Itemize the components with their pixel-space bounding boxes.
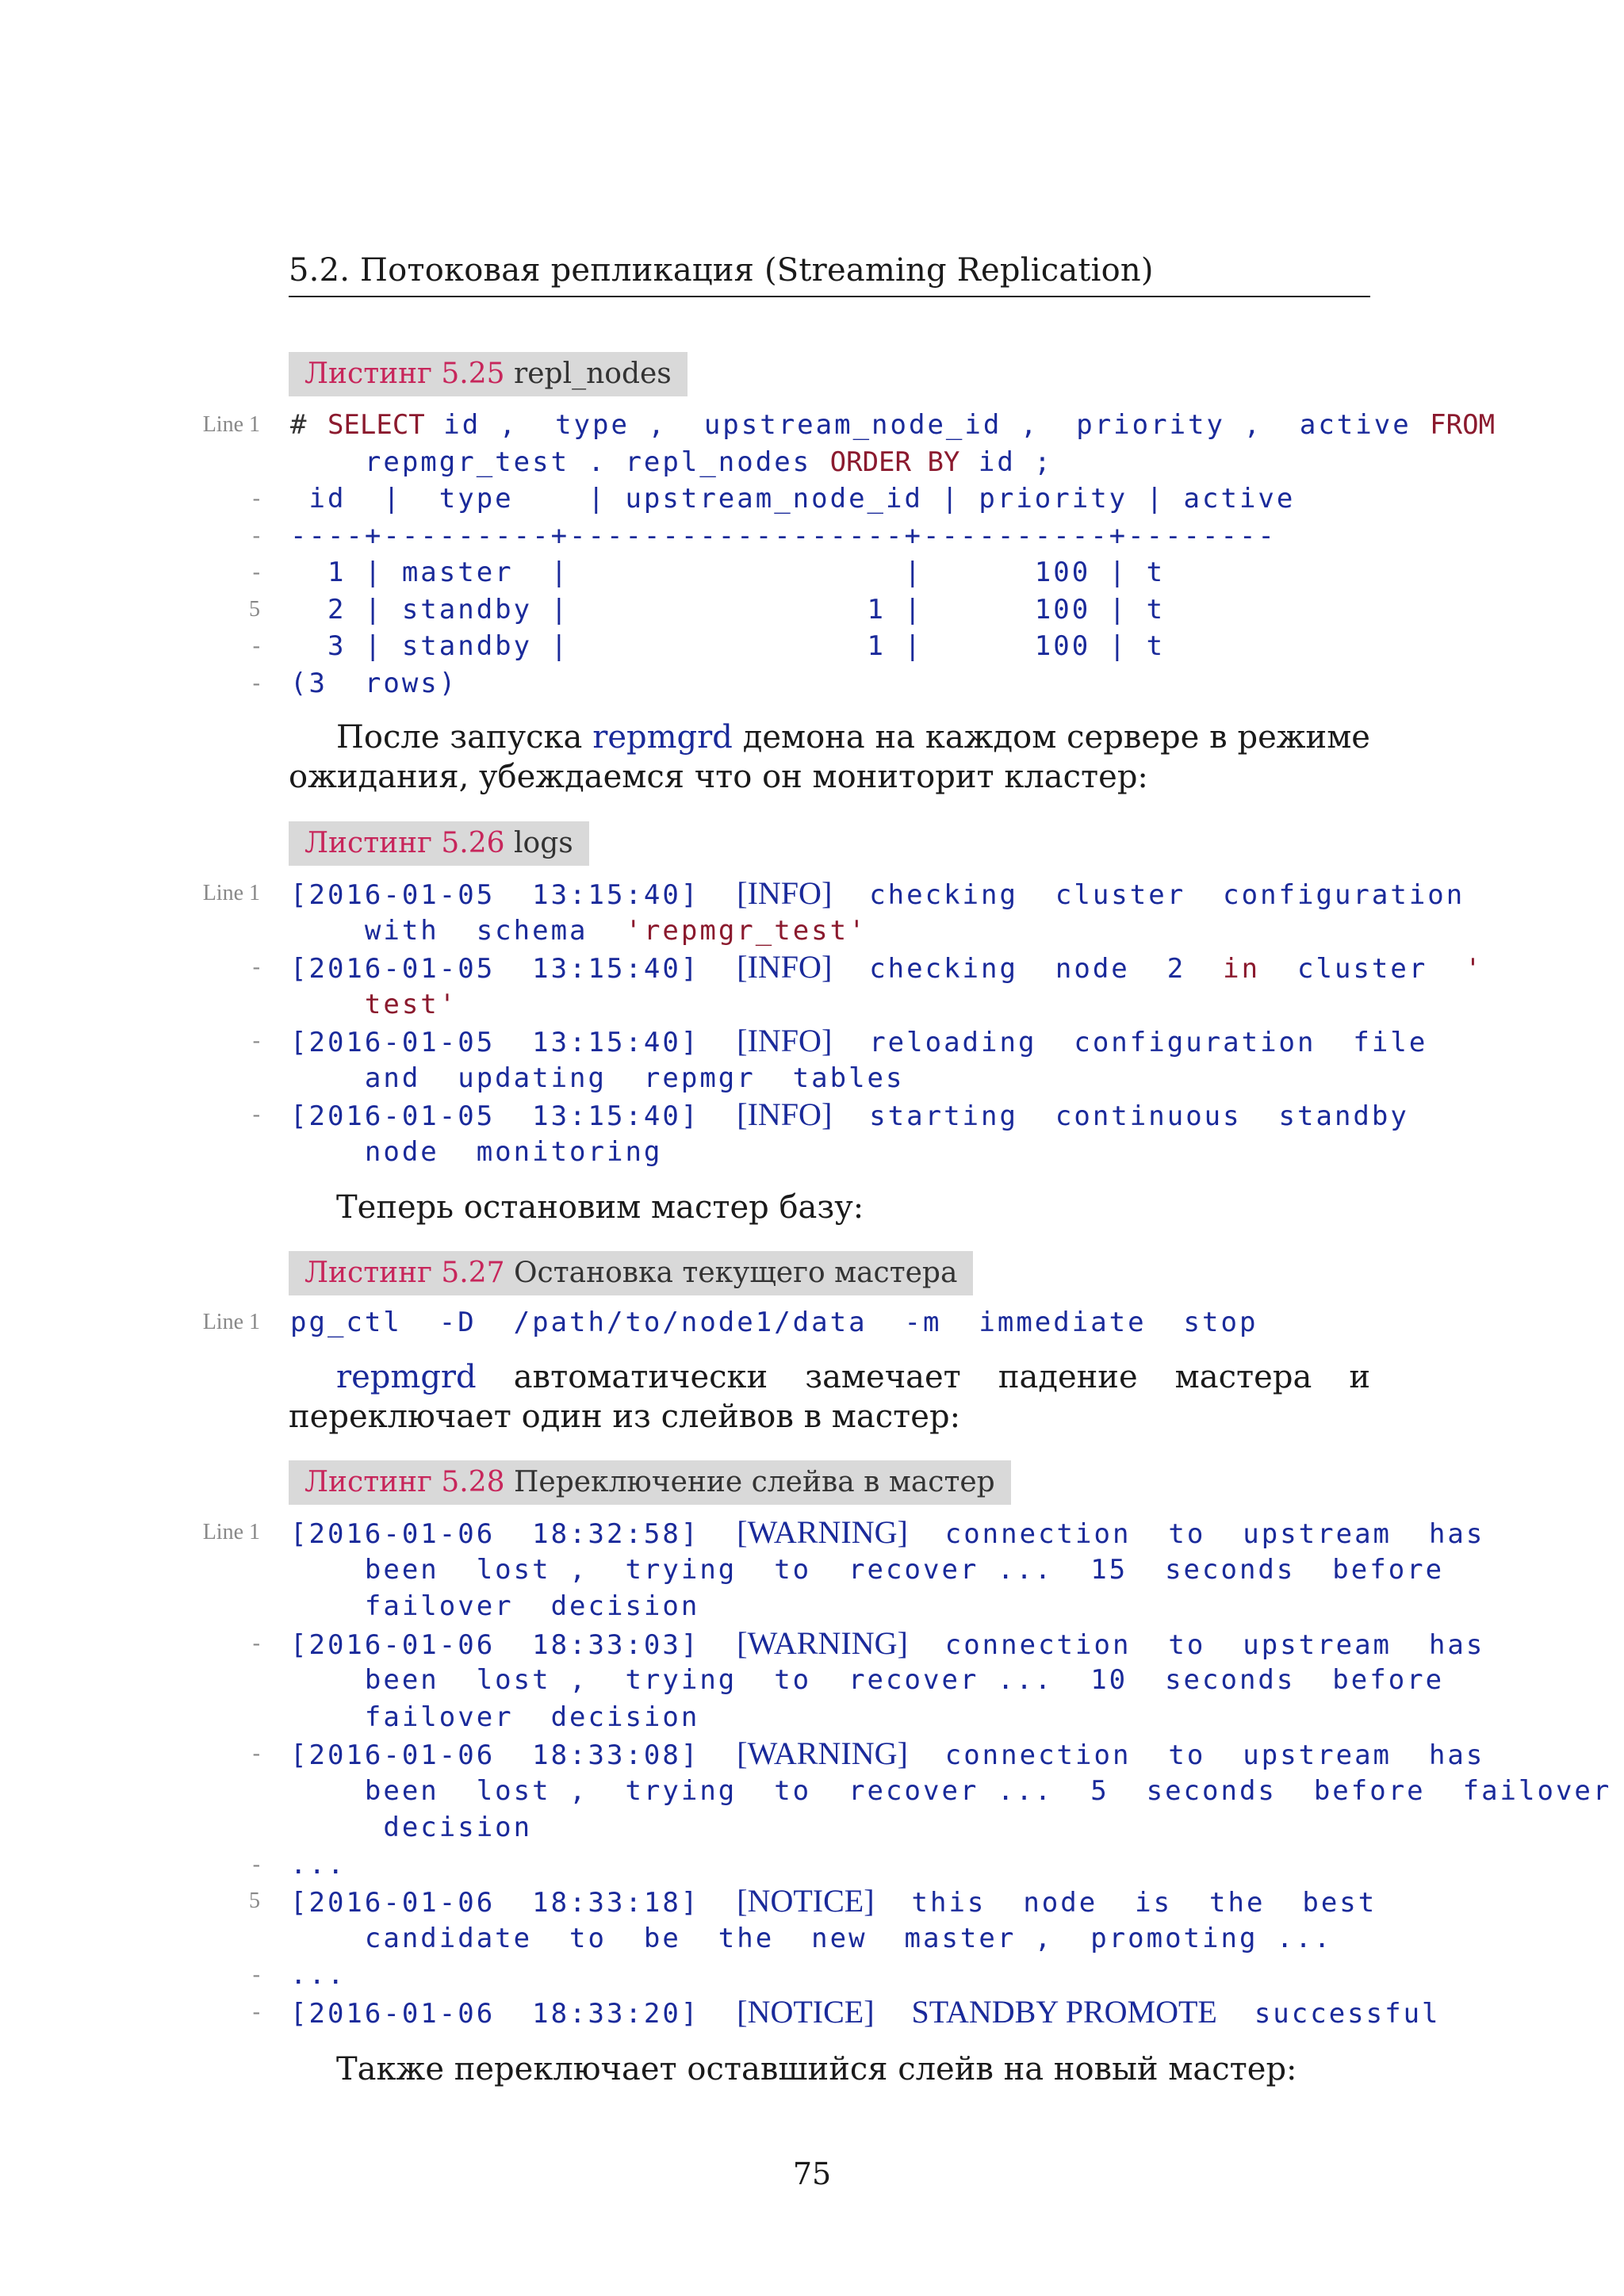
code-text bbox=[290, 554, 1165, 591]
code-text bbox=[290, 1304, 1258, 1341]
code-token: in bbox=[1223, 953, 1261, 985]
code-line bbox=[0, 1994, 1624, 2031]
listing-label: Листинг 5.27 bbox=[304, 1257, 505, 1289]
code-text bbox=[290, 875, 1465, 914]
command-name: repmgrd bbox=[336, 1359, 477, 1395]
code-text bbox=[290, 949, 1484, 988]
code-text bbox=[290, 1096, 1409, 1135]
code-text bbox=[290, 444, 1053, 481]
listing-title: logs bbox=[514, 827, 573, 859]
code-text bbox=[290, 1662, 1444, 1699]
line-number: Line 1 bbox=[202, 881, 260, 905]
paragraph: После запуска repmgrd демона на каждом сервере в режиме ожидания, убеждаемся что он мониторит кластер: bbox=[289, 719, 1370, 795]
code-token: this node is the best bbox=[874, 1887, 1377, 1919]
code-listing bbox=[0, 1514, 1624, 2030]
code-token: connection to upstream has bbox=[907, 1739, 1485, 1771]
code-token: checking node 2 bbox=[832, 953, 1224, 985]
code-line bbox=[0, 1920, 1624, 1957]
line-number: - bbox=[252, 1102, 260, 1127]
code-token: [2016-01-05 13:15:40] bbox=[290, 879, 737, 911]
code-token: reloading configuration file bbox=[832, 1027, 1428, 1058]
code-token: 'repmgr_test' bbox=[625, 914, 868, 947]
code-token: ----+---------+------------------+----------+-------- bbox=[290, 519, 1277, 552]
line-number: - bbox=[252, 1741, 260, 1766]
code-token: decision bbox=[290, 1812, 533, 1843]
code-line bbox=[0, 1625, 1624, 1663]
code-text bbox=[290, 913, 868, 950]
code-token: id , type , upstream_node_id , priority , active bbox=[424, 409, 1431, 441]
line-number: - bbox=[252, 633, 260, 658]
listing-label: Листинг 5.26 bbox=[304, 827, 505, 859]
code-token: repmgr_test . repl_nodes bbox=[290, 446, 830, 478]
code-token: [NOTICE] bbox=[737, 1993, 875, 2030]
code-token bbox=[875, 1998, 912, 2030]
code-token: [2016-01-06 18:33:20] bbox=[290, 1997, 737, 2030]
line-number: - bbox=[252, 560, 260, 584]
code-token: [2016-01-05 13:15:40] bbox=[290, 1027, 737, 1058]
code-token: ORDER BY bbox=[829, 446, 960, 478]
code-token: [INFO] bbox=[737, 1023, 833, 1058]
code-line bbox=[0, 1552, 1624, 1589]
code-token: FROM bbox=[1430, 409, 1496, 441]
code-token: node monitoring bbox=[290, 1135, 663, 1168]
code-text bbox=[290, 1588, 699, 1625]
line-number: Line 1 bbox=[202, 1310, 260, 1334]
code-line bbox=[0, 875, 1624, 913]
code-token: checking cluster configuration bbox=[832, 879, 1465, 911]
code-token: ' bbox=[1465, 953, 1484, 985]
code-token: (3 rows) bbox=[290, 667, 458, 699]
code-text bbox=[290, 407, 1495, 444]
code-text bbox=[290, 1134, 662, 1171]
line-number: - bbox=[252, 1962, 260, 1987]
code-token: connection to upstream has bbox=[907, 1518, 1485, 1550]
code-token: [2016-01-05 13:15:40] bbox=[290, 1100, 737, 1132]
code-token: 3 | standby | 1 | 100 | t bbox=[290, 630, 1166, 662]
code-text bbox=[290, 518, 1277, 555]
line-number: - bbox=[252, 955, 260, 979]
code-token: ... bbox=[290, 1848, 347, 1881]
code-text bbox=[290, 480, 1295, 518]
code-line bbox=[0, 1588, 1624, 1625]
line-number: 5 bbox=[249, 596, 260, 622]
line-number: - bbox=[252, 486, 260, 511]
code-token: connection to upstream has bbox=[907, 1628, 1485, 1661]
code-line bbox=[0, 518, 1624, 555]
listing-caption bbox=[289, 1251, 973, 1295]
page-number: 75 bbox=[792, 2156, 832, 2191]
listing-caption bbox=[289, 1460, 1011, 1505]
listing-label: Листинг 5.28 bbox=[304, 1466, 505, 1498]
code-line bbox=[0, 1735, 1624, 1773]
code-token: [WARNING] bbox=[737, 1514, 908, 1550]
code-line bbox=[0, 1957, 1624, 1994]
code-text bbox=[290, 1699, 699, 1736]
code-token: [2016-01-06 18:33:18] bbox=[290, 1887, 737, 1919]
code-line bbox=[0, 1514, 1624, 1552]
code-token: STANDBY PROMOTE bbox=[911, 1993, 1217, 2030]
code-text bbox=[290, 986, 458, 1024]
code-token: [WARNING] bbox=[737, 1624, 908, 1661]
code-text bbox=[290, 1625, 1484, 1664]
code-token: [INFO] bbox=[737, 875, 833, 911]
code-line bbox=[0, 444, 1624, 481]
code-token: ... bbox=[290, 1959, 347, 1991]
code-text bbox=[290, 1994, 1441, 2033]
code-token: [WARNING] bbox=[737, 1735, 908, 1771]
code-line bbox=[0, 1096, 1624, 1134]
command-name: repmgrd bbox=[592, 719, 733, 756]
code-token: [INFO] bbox=[737, 949, 833, 985]
code-text bbox=[290, 1552, 1444, 1589]
code-line bbox=[0, 591, 1624, 629]
code-line bbox=[0, 1304, 1624, 1341]
listing-title: Переключение слейва в мастер bbox=[514, 1466, 995, 1498]
code-line bbox=[0, 949, 1624, 986]
code-line bbox=[0, 1023, 1624, 1060]
code-text bbox=[290, 591, 1165, 629]
line-number: - bbox=[252, 522, 260, 548]
code-token: 2 | standby | 1 | 100 | t bbox=[290, 593, 1166, 626]
code-token: failover decision bbox=[290, 1701, 700, 1733]
code-line bbox=[0, 665, 1624, 702]
code-text bbox=[290, 1735, 1484, 1774]
code-listing bbox=[0, 407, 1624, 702]
code-text bbox=[290, 1957, 346, 1994]
code-line bbox=[0, 407, 1624, 444]
code-line bbox=[0, 1060, 1624, 1097]
code-token: candidate to be the new master , promoting ... bbox=[290, 1922, 1333, 1954]
code-token: been lost , trying to recover ... 15 seconds before bbox=[290, 1553, 1445, 1586]
code-line bbox=[0, 1809, 1624, 1846]
code-text bbox=[290, 1023, 1427, 1062]
line-number: - bbox=[252, 1999, 260, 2024]
code-token: and updating repmgr tables bbox=[290, 1062, 905, 1094]
code-token: id | type | upstream_node_id | priority | active bbox=[290, 483, 1296, 515]
code-text bbox=[290, 665, 458, 702]
code-token: pg_ctl -D /path/to/node1/data -m immediate stop bbox=[290, 1307, 1258, 1338]
line-number: - bbox=[252, 1630, 260, 1655]
line-number: - bbox=[252, 670, 260, 695]
listing-title: repl_nodes bbox=[514, 358, 672, 390]
line-number: - bbox=[252, 1028, 260, 1053]
code-text bbox=[290, 628, 1165, 665]
paragraph: Теперь остановим мастер базу: bbox=[336, 1189, 864, 1226]
code-token: [2016-01-05 13:15:40] bbox=[290, 953, 737, 985]
code-token: successful bbox=[1216, 1997, 1441, 2030]
code-token: SELECT bbox=[327, 409, 425, 441]
code-token: failover decision bbox=[290, 1590, 700, 1622]
code-line bbox=[0, 1134, 1624, 1171]
code-token: starting continuous standby bbox=[832, 1100, 1409, 1132]
listing-caption bbox=[289, 821, 589, 866]
code-listing bbox=[0, 1304, 1624, 1341]
code-text bbox=[290, 1514, 1484, 1553]
code-text bbox=[290, 1060, 905, 1097]
code-token: test' bbox=[290, 988, 458, 1020]
code-token: [INFO] bbox=[737, 1096, 833, 1132]
running-header: 5.2. Потоковая репликация (Streaming Replication) bbox=[289, 252, 1154, 289]
paragraph: Также переключает оставшийся слейв на новый мастер: bbox=[336, 2051, 1297, 2087]
code-token: [NOTICE] bbox=[737, 1883, 875, 1919]
code-token: been lost , trying to recover ... 10 seconds before bbox=[290, 1664, 1445, 1696]
code-text bbox=[290, 1809, 532, 1846]
code-line bbox=[0, 1883, 1624, 1920]
code-token: [2016-01-06 18:32:58] bbox=[290, 1518, 737, 1550]
code-line bbox=[0, 1662, 1624, 1699]
listing-caption bbox=[289, 352, 688, 396]
code-line bbox=[0, 986, 1624, 1024]
line-number: Line 1 bbox=[202, 1520, 260, 1544]
code-text bbox=[290, 1846, 346, 1884]
code-line bbox=[0, 913, 1624, 950]
code-text bbox=[290, 1773, 1611, 1810]
line-number: - bbox=[252, 1851, 260, 1877]
code-token: cluster bbox=[1260, 953, 1465, 985]
code-line bbox=[0, 1846, 1624, 1884]
code-text bbox=[290, 1883, 1377, 1922]
code-token: # bbox=[290, 409, 327, 441]
code-line bbox=[0, 480, 1624, 518]
code-token: [2016-01-06 18:33:03] bbox=[290, 1628, 737, 1661]
code-line bbox=[0, 1773, 1624, 1810]
listing-title: Остановка текущего мастера bbox=[514, 1257, 958, 1289]
code-token: [2016-01-06 18:33:08] bbox=[290, 1739, 737, 1771]
paragraph: repmgrd автоматически замечает падение мастера и переключает один из слейвов в мастер: bbox=[289, 1359, 1370, 1435]
code-line bbox=[0, 628, 1624, 665]
code-line bbox=[0, 1699, 1624, 1736]
listing-label: Листинг 5.25 bbox=[304, 358, 505, 390]
header-rule bbox=[289, 296, 1370, 297]
code-text bbox=[290, 1920, 1332, 1957]
code-token: been lost , trying to recover ... 5 seconds before failover bbox=[290, 1774, 1612, 1807]
line-number: 5 bbox=[249, 1888, 260, 1913]
code-token: id ; bbox=[959, 446, 1053, 478]
code-line bbox=[0, 554, 1624, 591]
code-token: 1 | master | | 100 | t bbox=[290, 557, 1166, 588]
code-token: with schema bbox=[290, 914, 626, 947]
line-number: Line 1 bbox=[202, 412, 260, 437]
code-listing bbox=[0, 875, 1624, 1170]
